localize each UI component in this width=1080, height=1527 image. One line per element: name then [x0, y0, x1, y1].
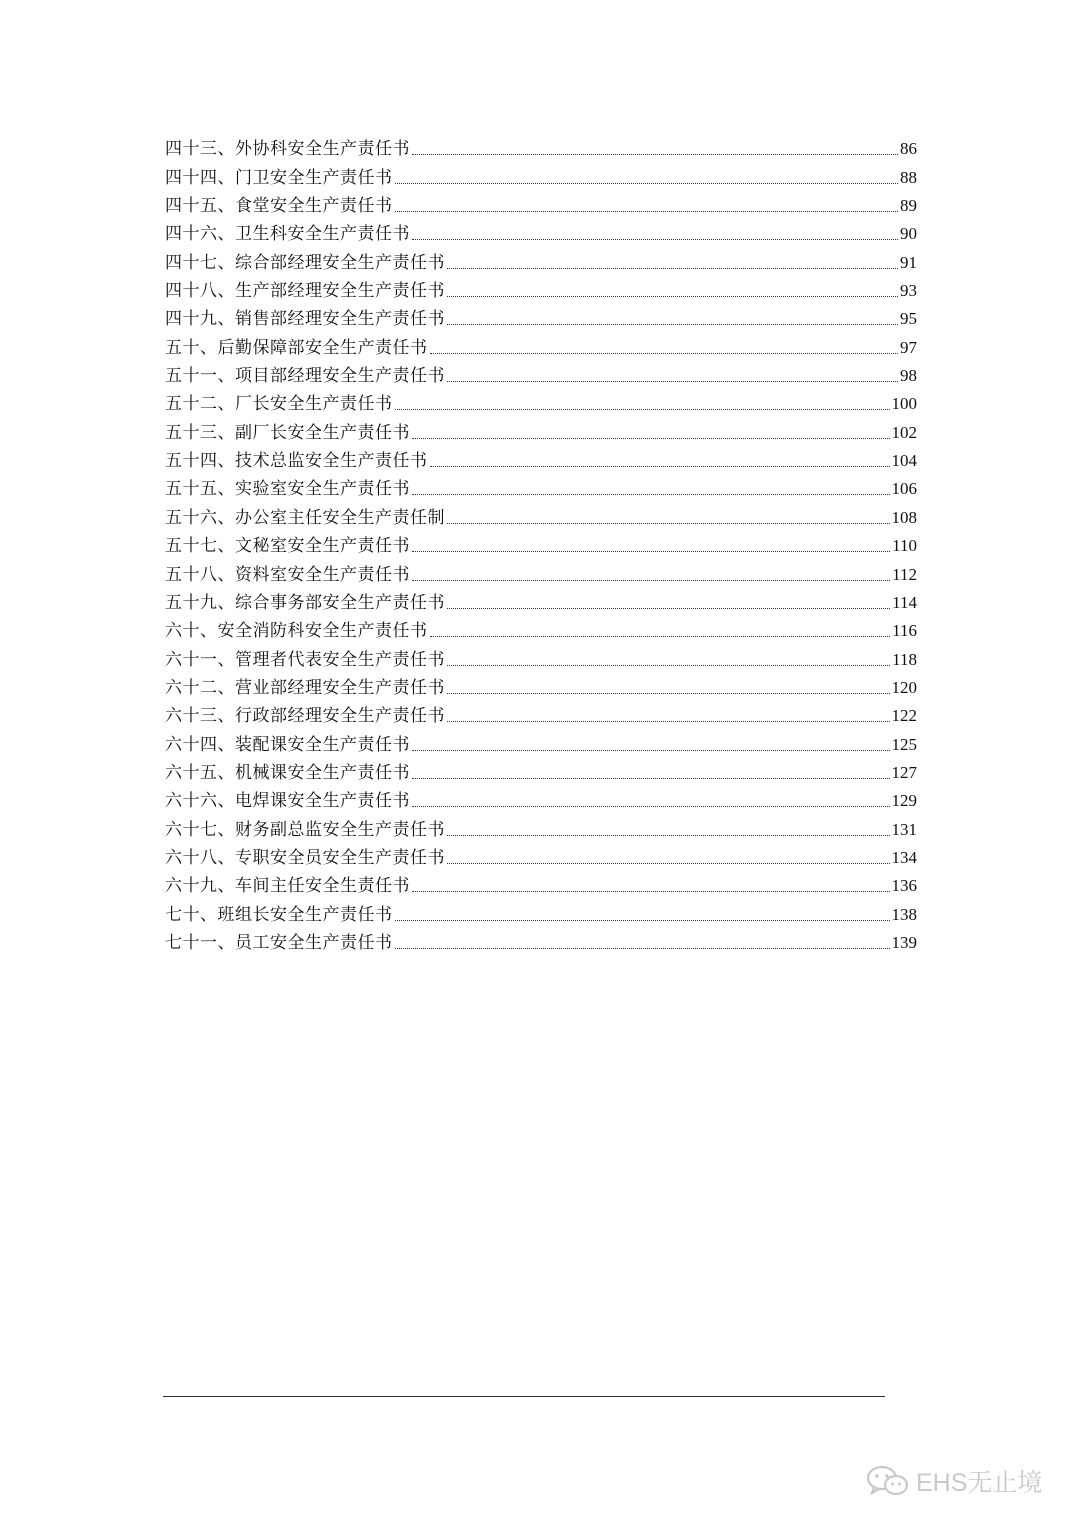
toc-entry-page-number: 108 [891, 507, 917, 527]
toc-entry-page-number: 114 [892, 592, 917, 612]
toc-entry[interactable] [165, 671, 917, 699]
toc-entry-title: 五十二、厂长安全生产责任书 [165, 394, 393, 415]
toc-dot-leader [430, 635, 891, 637]
toc-dot-leader [447, 380, 898, 382]
toc-entry-page-number: 116 [892, 621, 917, 641]
toc-entry-title: 六十、安全消防科安全生产责任书 [165, 621, 428, 642]
toc-entry-page-number: 106 [891, 479, 917, 499]
toc-entry-page-number: 88 [900, 167, 917, 187]
toc-entry-page-number: 139 [891, 932, 917, 952]
toc-entry[interactable] [165, 812, 917, 840]
toc-entry-page-number: 118 [892, 649, 917, 669]
toc-entry-page-number: 127 [891, 762, 917, 782]
toc-entry-page-number: 91 [900, 252, 917, 272]
toc-dot-leader [447, 834, 890, 836]
toc-entry-title: 五十七、文秘室安全生产责任书 [165, 536, 410, 557]
toc-entry[interactable] [165, 642, 917, 670]
toc-entry[interactable] [165, 897, 917, 925]
toc-entry-page-number: 98 [900, 366, 917, 386]
toc-entry-title: 五十、后勤保障部安全生产责任书 [165, 337, 428, 358]
watermark [866, 1462, 1042, 1500]
toc-entry[interactable] [165, 444, 917, 472]
toc-entry-title: 七十、班组长安全生产责任书 [165, 904, 393, 925]
toc-entry[interactable] [165, 841, 917, 869]
toc-entry-page-number: 138 [891, 904, 917, 924]
toc-entry[interactable] [165, 387, 917, 415]
toc-entry-page-number: 97 [900, 337, 917, 357]
toc-entry-title: 五十四、技术总监安全生产责任书 [165, 451, 428, 472]
toc-entry-title: 五十三、副厂长安全生产责任书 [165, 422, 410, 443]
toc-entry-title: 六十三、行政部经理安全生产责任书 [165, 706, 445, 727]
toc-entry[interactable] [165, 415, 917, 443]
toc-dot-leader [395, 919, 890, 921]
toc-entry[interactable] [165, 189, 917, 217]
toc-entry-page-number: 134 [891, 847, 917, 867]
toc-entry-title: 六十四、装配课安全生产责任书 [165, 734, 410, 755]
toc-entry-title: 六十二、营业部经理安全生产责任书 [165, 677, 445, 698]
toc-entry-title: 四十九、销售部经理安全生产责任书 [165, 309, 445, 330]
toc-dot-leader [447, 295, 898, 297]
toc-entry-page-number: 125 [891, 734, 917, 754]
toc-entry-page-number: 110 [892, 536, 917, 556]
toc-entry-page-number: 93 [900, 281, 917, 301]
table-of-contents [165, 132, 917, 954]
toc-entry-title: 六十九、车间主任安全生责任书 [165, 876, 410, 897]
toc-dot-leader [447, 692, 890, 694]
toc-dot-leader [430, 465, 890, 467]
toc-entry[interactable] [165, 472, 917, 500]
toc-dot-leader [412, 153, 898, 155]
toc-dot-leader [430, 352, 899, 354]
toc-entry-title: 六十五、机械课安全生产责任书 [165, 762, 410, 783]
toc-dot-leader [447, 862, 890, 864]
wechat-icon [866, 1464, 910, 1498]
toc-dot-leader [447, 323, 898, 325]
toc-entry-page-number: 102 [891, 422, 917, 442]
toc-entry-title: 六十七、财务副总监安全生产责任书 [165, 819, 445, 840]
toc-entry-title: 五十六、办公室主任安全生产责任制 [165, 507, 445, 528]
toc-entry[interactable] [165, 245, 917, 273]
toc-dot-leader [447, 522, 890, 524]
toc-entry[interactable] [165, 274, 917, 302]
toc-entry[interactable] [165, 557, 917, 585]
toc-dot-leader [412, 777, 890, 779]
toc-entry-title: 四十七、综合部经理安全生产责任书 [165, 252, 445, 273]
toc-entry-title: 五十九、综合事务部安全生产责任书 [165, 592, 445, 613]
toc-entry-page-number: 100 [891, 394, 917, 414]
toc-entry-title: 六十一、管理者代表安全生产责任书 [165, 649, 445, 670]
toc-entry[interactable] [165, 869, 917, 897]
toc-entry-title: 四十三、外协科安全生产责任书 [165, 139, 410, 160]
footer-rule [163, 1396, 885, 1397]
toc-entry[interactable] [165, 699, 917, 727]
toc-entry[interactable] [165, 586, 917, 614]
toc-dot-leader [447, 664, 890, 666]
toc-entry-title: 五十一、项目部经理安全生产责任书 [165, 366, 445, 387]
toc-entry[interactable] [165, 160, 917, 188]
toc-entry-title: 四十六、卫生科安全生产责任书 [165, 224, 410, 245]
toc-entry-page-number: 120 [891, 677, 917, 697]
toc-dot-leader [412, 890, 890, 892]
toc-dot-leader [412, 749, 890, 751]
toc-entry[interactable] [165, 727, 917, 755]
toc-entry-title: 四十四、门卫安全生产责任书 [165, 167, 393, 188]
toc-entry-page-number: 95 [900, 309, 917, 329]
toc-entry-page-number: 122 [891, 706, 917, 726]
toc-entry[interactable] [165, 756, 917, 784]
toc-dot-leader [412, 493, 890, 495]
toc-entry[interactable] [165, 217, 917, 245]
toc-entry[interactable] [165, 500, 917, 528]
toc-dot-leader [412, 805, 890, 807]
toc-entry-page-number: 89 [900, 196, 917, 216]
toc-entry-page-number: 136 [891, 876, 917, 896]
toc-entry[interactable] [165, 784, 917, 812]
toc-entry[interactable] [165, 926, 917, 954]
toc-entry[interactable] [165, 529, 917, 557]
toc-dot-leader [412, 238, 898, 240]
toc-dot-leader [395, 182, 899, 184]
toc-entry-page-number: 112 [892, 564, 917, 584]
toc-dot-leader [395, 408, 890, 410]
toc-entry-page-number: 129 [891, 791, 917, 811]
toc-dot-leader [412, 579, 890, 581]
toc-dot-leader [395, 210, 899, 212]
watermark-text: EHS无止境 [916, 1469, 1043, 1497]
toc-entry-title: 四十八、生产部经理安全生产责任书 [165, 281, 445, 302]
toc-dot-leader [395, 947, 890, 949]
toc-entry-title: 四十五、食堂安全生产责任书 [165, 196, 393, 217]
toc-entry-title: 五十八、资料室安全生产责任书 [165, 564, 410, 585]
toc-dot-leader [447, 607, 890, 609]
toc-dot-leader [447, 720, 890, 722]
toc-dot-leader [447, 267, 898, 269]
toc-entry[interactable] [165, 132, 917, 160]
toc-entry[interactable] [165, 359, 917, 387]
toc-entry-page-number: 131 [891, 819, 917, 839]
toc-entry-title: 七十一、员工安全生产责任书 [165, 932, 393, 953]
toc-entry-page-number: 86 [900, 139, 917, 159]
toc-dot-leader [412, 437, 890, 439]
toc-dot-leader [412, 550, 890, 552]
toc-entry[interactable] [165, 330, 917, 358]
toc-entry-title: 五十五、实验室安全生产责任书 [165, 479, 410, 500]
toc-entry-page-number: 90 [900, 224, 917, 244]
toc-entry[interactable] [165, 614, 917, 642]
toc-entry-title: 六十六、电焊课安全生产责任书 [165, 791, 410, 812]
toc-entry[interactable] [165, 302, 917, 330]
toc-entry-title: 六十八、专职安全员安全生产责任书 [165, 847, 445, 868]
toc-entry-page-number: 104 [891, 451, 917, 471]
